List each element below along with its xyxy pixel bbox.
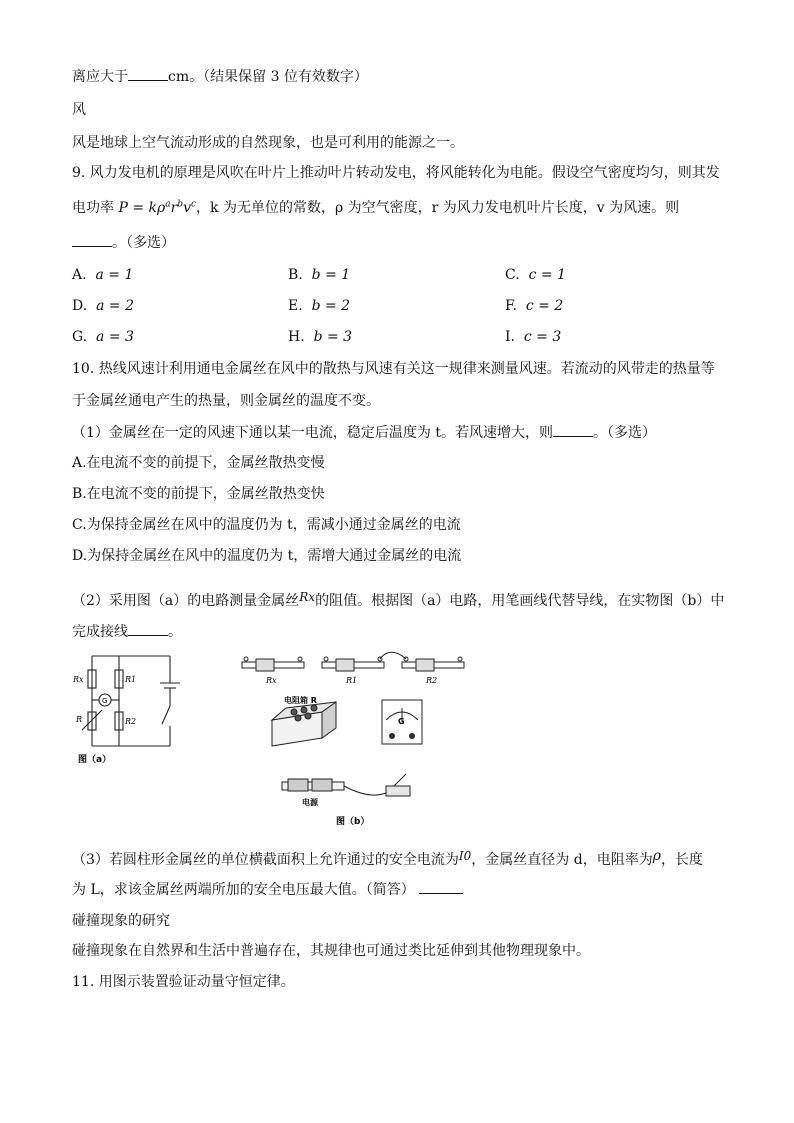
q10-option-c[interactable]: C.为保持金属丝在风中的温度仍为 t，需减小通过金属丝的电流 [72, 517, 461, 533]
label-r2: R2 [125, 717, 137, 726]
label-r1-b: R1 [346, 676, 358, 685]
text: （2）采用图（a）的电路测量金属丝 [72, 593, 300, 609]
apparatus-diagram-b [236, 650, 476, 830]
text: 。 [168, 624, 182, 640]
answer-blank[interactable] [128, 621, 168, 636]
q9-stem-line2 [72, 198, 679, 218]
option-a3[interactable]: G. a = 3 [72, 329, 134, 345]
answer-blank[interactable] [72, 232, 112, 247]
rx-symbol: Rx [299, 590, 316, 604]
label-r2-b: R2 [426, 676, 438, 685]
section-intro-collision: 碰撞现象在自然界和生活中普遍存在，其规律也可通过类比延伸到其他物理现象中。 [72, 943, 590, 959]
q10-sub3-stem [72, 846, 703, 870]
rho-symbol: ρ [652, 848, 661, 864]
label-power: 电源 [302, 798, 318, 807]
answer-blank[interactable] [553, 422, 593, 437]
q10-stem-line1: 10. 热线风速计利用通电金属丝在风中的散热与风速有关这一规律来测量风速。若流动的风带走的热量等 [72, 361, 715, 377]
option-a2[interactable]: D. a = 2 [72, 298, 134, 314]
text: 。（多选） [592, 425, 656, 441]
circuit-diagram-a [72, 650, 197, 765]
label-r1: R1 [125, 675, 137, 684]
q10-option-b[interactable]: B.在电流不变的前提下，金属丝散热变快 [72, 486, 325, 502]
q11-stem: 11. 用图示装置验证动量守恒定律。 [72, 974, 295, 990]
section-title-collision: 碰撞现象的研究 [72, 913, 170, 929]
text: 的阻值。根据图（a）电路，用笔画线代替导线，在实物图（b）中 [315, 593, 725, 609]
option-c2[interactable]: F. c = 2 [505, 298, 564, 314]
option-b2[interactable]: E. b = 2 [288, 298, 351, 314]
text: 。（多选） [112, 235, 175, 251]
q10-option-d[interactable]: D.为保持金属丝在风中的温度仍为 t，需增大通过金属丝的电流 [72, 548, 462, 564]
previous-question-tail [72, 66, 368, 87]
option-c1[interactable]: C. c = 1 [505, 267, 566, 283]
section-title-wind: 风 [72, 102, 86, 118]
label-resistance-box: 电阻箱 R [284, 696, 317, 705]
q9-stem-line3 [72, 232, 175, 253]
label-rx: Rx [73, 675, 84, 684]
text: 完成接线 [72, 624, 128, 640]
text: ，k 为无单位的常数，ρ 为空气密度，r 为风力发电机叶片长度，v 为风速。则 [196, 200, 680, 216]
q10-sub3-line2 [72, 879, 463, 900]
q10-sub1-stem [72, 422, 656, 443]
q9-stem-line1: 9. 风力发电机的原理是风吹在叶片上推动叶片转动发电，将风能转化为电能。假设空气密度均匀，则其发 [72, 165, 720, 181]
text: ，金属丝直径为 d，电阻率为 [471, 852, 653, 868]
label-galvanometer: G [398, 717, 405, 726]
label-rx-b: Rx [266, 676, 277, 685]
answer-blank[interactable] [419, 879, 463, 894]
label-g: G [102, 697, 108, 705]
q10-sub2-line2 [72, 621, 182, 642]
q10-stem-line2: 于金属丝通电产生的热量，则金属丝的温度不变。 [72, 393, 380, 409]
text: ，长度 [660, 852, 703, 868]
option-c3[interactable]: I. c = 3 [505, 329, 562, 345]
q10-sub2-stem [72, 587, 724, 611]
text: （1）金属丝在一定的风速下通以某一电流，稳定后温度为 t。若风速增大，则 [72, 425, 553, 441]
answer-blank[interactable] [128, 66, 168, 81]
text: （3）若圆柱形金属丝的单位横截面积上允许通过的安全电流为 [72, 852, 459, 868]
power-formula: $P = k\rho^ar^bv^c$ [118, 199, 197, 216]
text: 电功率 [72, 200, 114, 216]
caption-a: 图（a） [78, 755, 112, 765]
caption-b: 图（b） [336, 817, 370, 827]
q10-option-a[interactable]: A.在电流不变的前提下，金属丝散热变慢 [72, 455, 325, 471]
label-r: R [76, 715, 83, 724]
option-b1[interactable]: B. b = 1 [288, 267, 351, 283]
option-a1[interactable]: A. a = 1 [72, 267, 134, 283]
text: 离应大于 [72, 69, 128, 85]
text: 为 L，求该金属丝两端所加的安全电压最大值。（简答） [72, 882, 415, 898]
section-intro-wind: 风是地球上空气流动形成的自然现象，也是可利用的能源之一。 [72, 135, 464, 151]
text: cm。（结果保留 3 位有效数字） [168, 69, 368, 85]
option-b3[interactable]: H. b = 3 [288, 329, 353, 345]
i0-symbol: I0 [458, 849, 472, 863]
